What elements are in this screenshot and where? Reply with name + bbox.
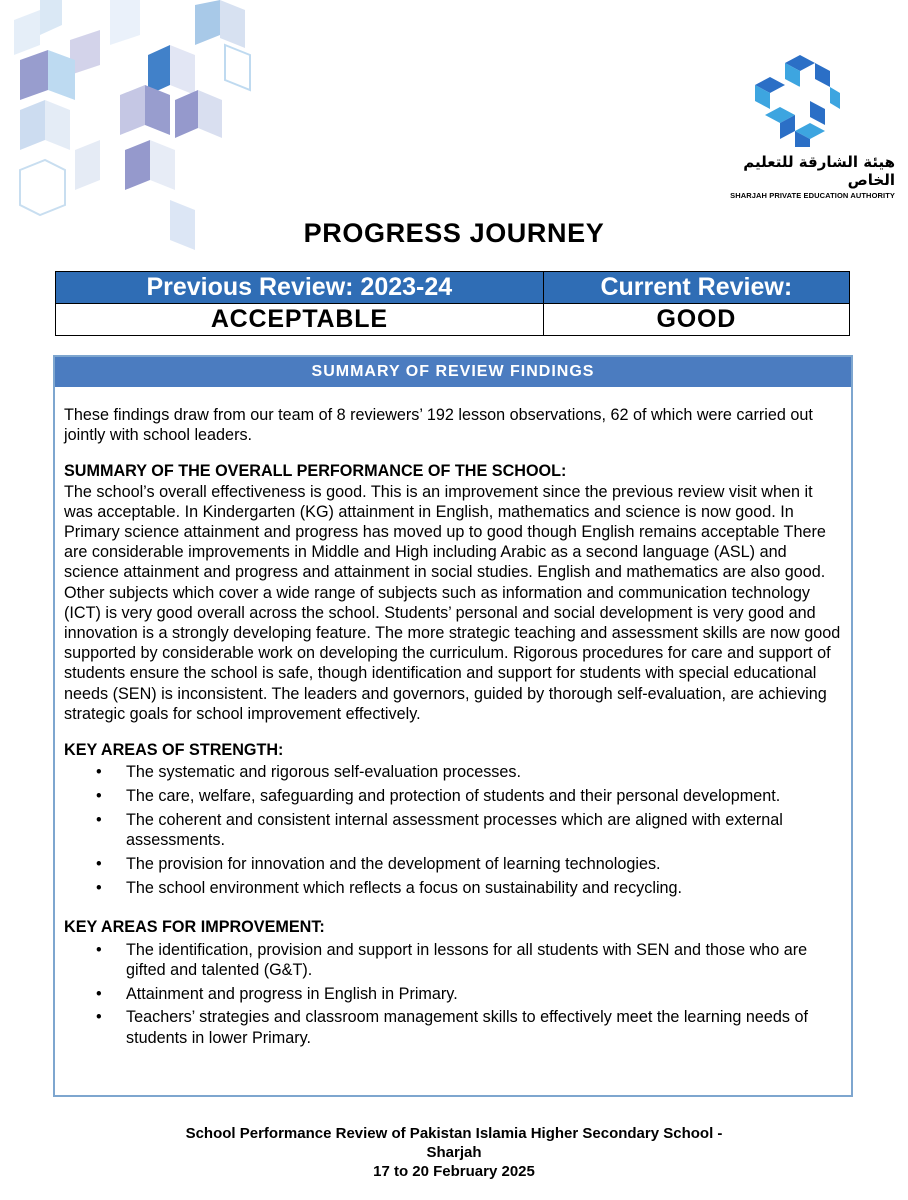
page-title: PROGRESS JOURNEY (303, 218, 605, 248)
summary-header: SUMMARY OF REVIEW FINDINGS (55, 357, 851, 387)
improvement-title: KEY AREAS FOR IMPROVEMENT: (64, 918, 325, 937)
list-item: • The provision for innovation and the development of learning technologies. (126, 854, 842, 874)
previous-review-value: ACCEPTABLE (56, 304, 544, 336)
footer-school-line: School Performance Review of Pakistan Islamia Higher Secondary School - (185, 1125, 723, 1142)
summary-body (55, 387, 851, 1048)
overall-performance-title: SUMMARY OF THE OVERALL PERFORMANCE OF THE SCHOOL: (64, 462, 567, 481)
previous-review-label: Previous Review: 2023-24 (56, 272, 544, 304)
footer-location-line: Sharjah (426, 1144, 482, 1161)
list-item: • The coherent and consistent internal assessment processes which are aligned with external assessments. (126, 810, 842, 850)
list-item: • The systematic and rigorous self-evaluation processes. (126, 762, 842, 782)
current-review-value: GOOD (543, 304, 849, 336)
list-item: • Teachers’ strategies and classroom management skills to effectively meet the learning needs of students in lower Primary. (126, 1007, 842, 1047)
summary-box (53, 355, 853, 1097)
improvements-list (64, 940, 842, 1048)
footer-date-line: 17 to 20 February 2025 (373, 1163, 535, 1180)
overall-performance-text: The school’s overall effectiveness is good. This is an improvement since the previous review visit when it was acceptable. In Kindergarten (KG) attainment in English, mathematics and science is now good. In Primary science attainment and progress has moved up to good though English remains acceptable There are considerable improvements in Middle and High including Arabic as a second language (ASL) and science attainment and progress and attainment in social studies. English and mathematics are also good. Other subjects which cover a wide range of subjects such as information and communication technology (ICT) is very good overall across the school. Students’ personal and social development is very good and innovation is a strongly developing feature. The more strategic teaching and assessment skills are now good supported by considerable work on developing the curriculum. Rigorous procedures for care and support of students ensure the school is safe, though identification and support for students with special educational needs (SEN) is inconsistent. The leaders and governors, guided by thorough self-evaluation, are achieving strategic goals for school improvement effectively. (64, 482, 841, 723)
review-table (55, 271, 850, 336)
logo-arabic-text: هيئة الشارقة للتعليم الخاص (743, 153, 895, 189)
strengths-list (64, 762, 842, 898)
summary-intro: These findings draw from our team of 8 reviewers’ 192 lesson observations, 62 of which were carried out jointly with school leaders. (64, 406, 813, 445)
strengths-title: KEY AREAS OF STRENGTH: (64, 741, 284, 760)
list-item: • The care, welfare, safeguarding and protection of students and their personal development. (126, 786, 842, 806)
list-item: • The identification, provision and support in lessons for all students with SEN and those who are gifted and talented (G&T). (126, 940, 842, 980)
spea-logo-mark-icon (755, 55, 840, 147)
logo-english-text: SHARJAH PRIVATE EDUCATION AUTHORITY (730, 191, 895, 200)
current-review-label: Current Review: (543, 272, 849, 304)
footer (0, 1124, 908, 1181)
list-item: • The school environment which reflects a focus on sustainability and recycling. (126, 878, 842, 898)
spea-logo (700, 55, 895, 200)
list-item: • Attainment and progress in English in Primary. (126, 984, 842, 1004)
